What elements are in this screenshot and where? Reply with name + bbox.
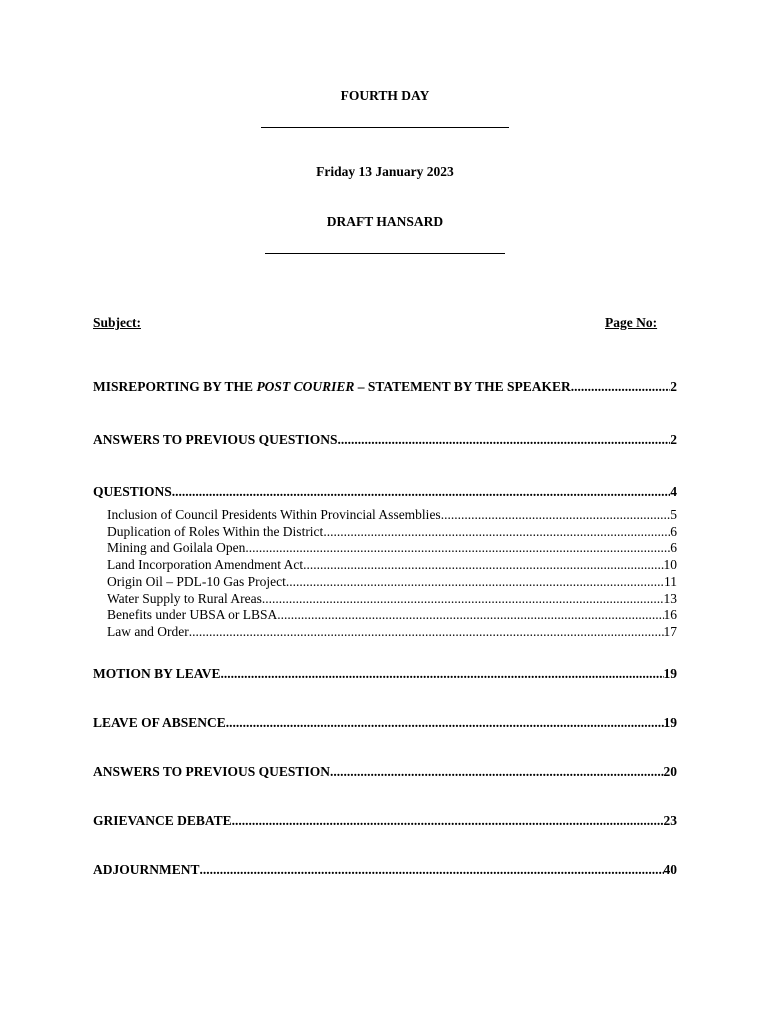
- toc-subentry-label: Land Incorporation Amendment Act: [107, 557, 304, 573]
- toc-subentry-page: 6: [670, 523, 677, 539]
- dot-leader: [571, 379, 670, 395]
- dot-leader: [172, 484, 670, 500]
- toc-subentry[interactable]: [107, 540, 677, 556]
- toc-subentry[interactable]: [107, 574, 677, 590]
- subject-column-header: Subject:: [93, 315, 141, 330]
- toc-subentry-page: 11: [664, 573, 677, 589]
- toc-entry-questions[interactable]: [93, 484, 677, 500]
- bottom-divider: [265, 253, 505, 254]
- toc-entry-answers-previous-questions[interactable]: [93, 432, 677, 448]
- toc-subentry-page: 6: [670, 540, 677, 556]
- toc-subentry-label: Benefits under UBSA or LBSA: [107, 607, 278, 623]
- toc-entry-page: 4: [670, 484, 677, 499]
- toc-subentry-page: 13: [663, 590, 677, 606]
- toc-entry-label: GRIEVANCE DEBATE: [93, 813, 232, 828]
- toc-entry-label: ANSWERS TO PREVIOUS QUESTIONS: [93, 432, 338, 447]
- dot-leader: [226, 715, 664, 731]
- toc-entry-page: 2: [670, 379, 677, 394]
- dot-leader: [323, 524, 670, 540]
- toc-entry-page: 19: [663, 715, 677, 730]
- toc-entry-grievance-debate[interactable]: [93, 813, 677, 829]
- toc-subentry-label: Duplication of Roles Within the District: [107, 523, 324, 539]
- toc-entry-label: MOTION BY LEAVE: [93, 666, 221, 681]
- toc-subentry[interactable]: [107, 591, 677, 607]
- dot-leader: [221, 666, 664, 682]
- toc-subentry-label: Law and Order: [107, 623, 189, 639]
- toc-subentry-page: 17: [663, 623, 677, 639]
- toc-subentry-page: 10: [663, 557, 677, 573]
- toc-entry-page: 2: [670, 432, 677, 447]
- dot-leader: [189, 624, 664, 640]
- toc-entry-misreporting[interactable]: [93, 379, 677, 395]
- page-no-column-header: Page No:: [605, 315, 658, 330]
- toc-subentry-page: 16: [663, 607, 677, 623]
- toc-subentry-label: Mining and Goilala Open: [107, 540, 246, 556]
- dot-leader: [232, 813, 664, 829]
- date-heading: Friday 13 January 2023: [316, 164, 454, 179]
- toc-entry-adjournment[interactable]: [93, 862, 677, 878]
- toc-subentry-page: 5: [670, 507, 677, 522]
- toc-entry-leave-of-absence[interactable]: [93, 715, 677, 731]
- toc-subentry[interactable]: [107, 624, 677, 640]
- toc-entry-label: ANSWERS TO PREVIOUS QUESTION: [93, 764, 330, 779]
- toc-subentry[interactable]: [107, 507, 677, 523]
- toc-entry-page: 40: [663, 862, 677, 877]
- toc-subentry-label: Origin Oil – PDL-10 Gas Project: [107, 573, 286, 589]
- toc-subentry-label: Inclusion of Council Presidents Within Provincial Assemblies: [107, 507, 441, 522]
- toc-entry-label: MISREPORTING BY THE POST COURIER – STATEMENT BY THE SPEAKER: [93, 379, 571, 394]
- toc-entry-motion-by-leave[interactable]: [93, 666, 677, 682]
- dot-leader: [337, 432, 670, 448]
- dot-leader: [245, 540, 670, 556]
- dot-leader: [262, 591, 664, 607]
- toc-subentry[interactable]: [107, 607, 677, 623]
- dot-leader: [200, 862, 664, 878]
- toc-entry-label: QUESTIONS: [93, 484, 172, 499]
- toc-entry-page: 19: [663, 666, 677, 681]
- toc-entry-label: LEAVE OF ABSENCE: [93, 715, 226, 730]
- toc-subentry[interactable]: [107, 524, 677, 540]
- day-heading: FOURTH DAY: [340, 88, 430, 103]
- toc-entry-label: ADJOURNMENT: [93, 862, 200, 877]
- toc-entry-page: 20: [663, 764, 677, 779]
- toc-entry-answers-previous-question[interactable]: [93, 764, 677, 780]
- dot-leader: [441, 507, 671, 523]
- dot-leader: [286, 574, 664, 590]
- dot-leader: [330, 764, 664, 780]
- top-divider: [261, 127, 509, 128]
- doc-type-heading: DRAFT HANSARD: [326, 214, 444, 229]
- toc-subentry[interactable]: [107, 557, 677, 573]
- dot-leader: [277, 607, 663, 623]
- dot-leader: [303, 557, 663, 573]
- toc-entry-page: 23: [663, 813, 677, 828]
- toc-subentry-label: Water Supply to Rural Areas: [107, 590, 262, 606]
